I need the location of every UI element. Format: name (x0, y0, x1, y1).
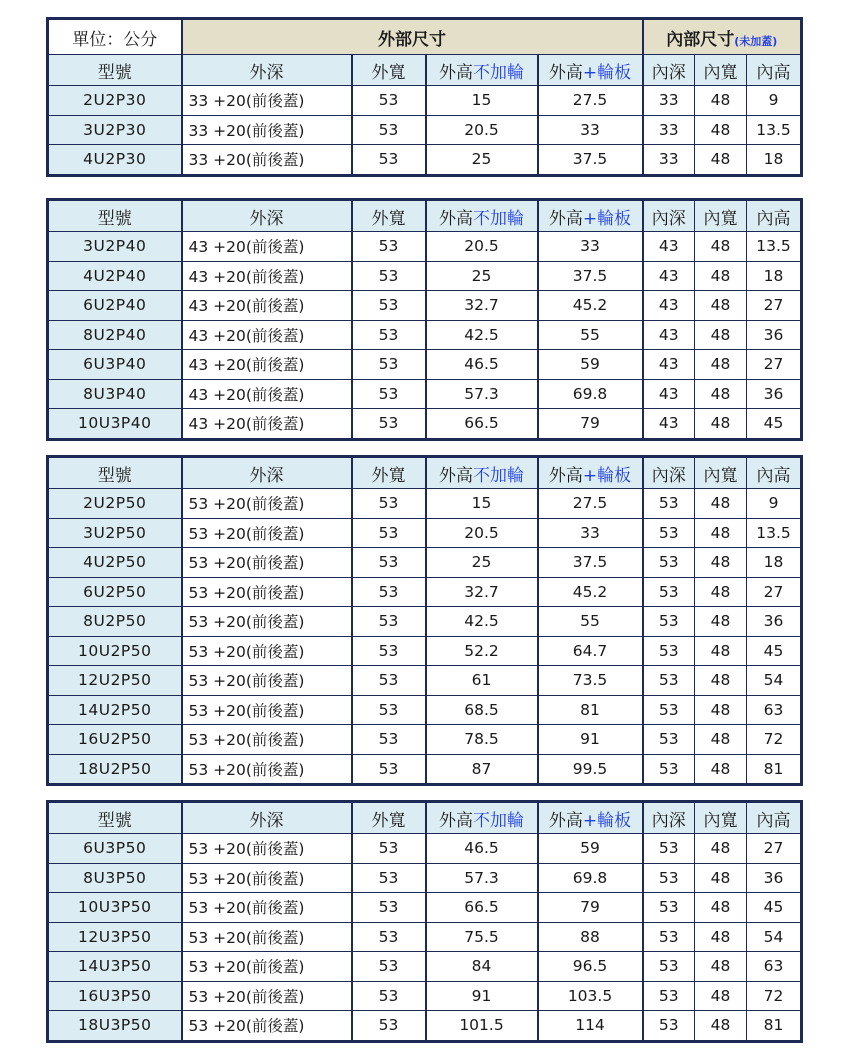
cell-model: 2U2P30 (48, 86, 182, 116)
table-row (48, 489, 802, 519)
col-header-outer-width: 外寬 (352, 55, 426, 86)
cell-inner-height: 45 (747, 409, 802, 440)
cell-inner-depth: 53 (643, 666, 695, 696)
cell-inner-depth: 33 (643, 115, 695, 145)
table-row (48, 666, 802, 696)
cell-model: 16U3P50 (48, 981, 182, 1011)
table-row (48, 232, 802, 262)
cell-inner-depth: 43 (643, 379, 695, 409)
cell-outer-depth: 53 +20(前後蓋) (182, 548, 352, 578)
col-header-outer-depth: 外深 (182, 200, 352, 232)
cell-outer-depth: 53 +20(前後蓋) (182, 636, 352, 666)
cell-outer-depth: 53 +20(前後蓋) (182, 952, 352, 982)
cell-model: 3U2P50 (48, 518, 182, 548)
cell-outer-depth: 33 +20(前後蓋) (182, 86, 352, 116)
col-header-model: 型號 (48, 200, 182, 232)
cell-inner-depth: 53 (643, 754, 695, 785)
cell-outer-width: 53 (352, 261, 426, 291)
cell-inner-width: 48 (695, 952, 747, 982)
cell-outer-width: 53 (352, 666, 426, 696)
cell-outer-depth: 53 +20(前後蓋) (182, 1011, 352, 1042)
col-header-inner-depth: 內深 (643, 802, 695, 834)
cell-outer-width: 53 (352, 489, 426, 519)
cell-inner-depth: 43 (643, 350, 695, 380)
cell-inner-height: 81 (747, 754, 802, 785)
cell-inner-width: 48 (695, 695, 747, 725)
cell-outer-width: 53 (352, 607, 426, 637)
cell-model: 12U2P50 (48, 666, 182, 696)
cell-model: 10U2P50 (48, 636, 182, 666)
col-header-model: 型號 (48, 457, 182, 489)
table-row (48, 981, 802, 1011)
cell-outer-height-no-wheel: 52.2 (426, 636, 538, 666)
spec-table-p40 (46, 198, 803, 441)
inner-dimensions-heading: 內部尺寸(未加蓋) (643, 19, 802, 55)
cell-inner-depth: 53 (643, 834, 695, 864)
cell-outer-height-wheel: 55 (538, 607, 643, 637)
table-row (48, 607, 802, 637)
cell-outer-height-wheel: 114 (538, 1011, 643, 1042)
cell-outer-height-wheel: 37.5 (538, 548, 643, 578)
cell-outer-width: 53 (352, 893, 426, 923)
cell-model: 3U2P30 (48, 115, 182, 145)
cell-outer-height-no-wheel: 42.5 (426, 320, 538, 350)
cell-inner-width: 48 (695, 981, 747, 1011)
cell-inner-depth: 53 (643, 922, 695, 952)
cell-outer-height-no-wheel: 15 (426, 489, 538, 519)
cell-outer-depth: 53 +20(前後蓋) (182, 666, 352, 696)
col-header-inner-depth: 內深 (643, 55, 695, 86)
cell-outer-height-wheel: 91 (538, 725, 643, 755)
table-row (48, 518, 802, 548)
cell-model: 18U2P50 (48, 754, 182, 785)
table-row (48, 320, 802, 350)
cell-inner-height: 18 (747, 548, 802, 578)
cell-outer-height-no-wheel: 25 (426, 145, 538, 176)
col-header-outer-width: 外寬 (352, 457, 426, 489)
column-header-row (48, 802, 802, 834)
cell-outer-height-no-wheel: 25 (426, 261, 538, 291)
cell-model: 8U2P40 (48, 320, 182, 350)
cell-inner-height: 36 (747, 320, 802, 350)
cell-inner-height: 27 (747, 577, 802, 607)
cell-outer-height-wheel: 27.5 (538, 489, 643, 519)
table-row (48, 577, 802, 607)
cell-outer-width: 53 (352, 863, 426, 893)
unit-label: 單位：公分 (48, 19, 182, 55)
table-row (48, 291, 802, 321)
cell-outer-height-no-wheel: 66.5 (426, 893, 538, 923)
cell-outer-width: 53 (352, 695, 426, 725)
cell-model: 3U2P40 (48, 232, 182, 262)
cell-model: 8U3P40 (48, 379, 182, 409)
table-group-header (48, 19, 802, 55)
cell-outer-width: 53 (352, 834, 426, 864)
cell-outer-depth: 53 +20(前後蓋) (182, 754, 352, 785)
cell-inner-width: 48 (695, 577, 747, 607)
cell-model: 14U3P50 (48, 952, 182, 982)
cell-outer-width: 53 (352, 320, 426, 350)
cell-inner-width: 48 (695, 754, 747, 785)
cell-outer-height-wheel: 33 (538, 518, 643, 548)
cell-outer-width: 53 (352, 145, 426, 176)
column-header-row (48, 457, 802, 489)
cell-model: 6U3P50 (48, 834, 182, 864)
col-header-outer-height-no-wheel: 外高不加輪 (426, 200, 538, 232)
cell-outer-height-no-wheel: 46.5 (426, 350, 538, 380)
cell-inner-depth: 53 (643, 607, 695, 637)
col-header-outer-height-no-wheel: 外高不加輪 (426, 55, 538, 86)
cell-inner-width: 48 (695, 666, 747, 696)
cell-outer-depth: 53 +20(前後蓋) (182, 981, 352, 1011)
cell-outer-height-no-wheel: 84 (426, 952, 538, 982)
cell-inner-depth: 33 (643, 86, 695, 116)
cell-inner-height: 72 (747, 981, 802, 1011)
cell-outer-height-wheel: 103.5 (538, 981, 643, 1011)
cell-inner-depth: 53 (643, 489, 695, 519)
cell-inner-width: 48 (695, 922, 747, 952)
col-header-outer-height-wheel: 外高+輪板 (538, 802, 643, 834)
cell-inner-height: 13.5 (747, 518, 802, 548)
cell-inner-depth: 43 (643, 232, 695, 262)
cell-outer-width: 53 (352, 548, 426, 578)
cell-inner-depth: 53 (643, 893, 695, 923)
cell-outer-width: 53 (352, 577, 426, 607)
cell-outer-height-no-wheel: 78.5 (426, 725, 538, 755)
cell-inner-width: 48 (695, 863, 747, 893)
col-header-inner-width: 內寬 (695, 802, 747, 834)
table-row (48, 350, 802, 380)
col-header-outer-depth: 外深 (182, 55, 352, 86)
cell-outer-height-no-wheel: 66.5 (426, 409, 538, 440)
col-header-model: 型號 (48, 802, 182, 834)
table-row (48, 636, 802, 666)
cell-inner-height: 54 (747, 922, 802, 952)
cell-outer-depth: 53 +20(前後蓋) (182, 607, 352, 637)
cell-inner-height: 9 (747, 489, 802, 519)
cell-inner-depth: 43 (643, 291, 695, 321)
cell-inner-width: 48 (695, 145, 747, 176)
table-row (48, 695, 802, 725)
cell-outer-depth: 53 +20(前後蓋) (182, 489, 352, 519)
cell-model: 8U2P50 (48, 607, 182, 637)
col-header-inner-height: 內高 (747, 55, 802, 86)
cell-inner-width: 48 (695, 636, 747, 666)
table-row (48, 1011, 802, 1042)
cell-outer-width: 53 (352, 981, 426, 1011)
cell-inner-height: 18 (747, 261, 802, 291)
cell-model: 10U3P50 (48, 893, 182, 923)
col-header-inner-height: 內高 (747, 457, 802, 489)
cell-outer-height-no-wheel: 32.7 (426, 577, 538, 607)
cell-outer-height-wheel: 79 (538, 409, 643, 440)
table-row (48, 725, 802, 755)
table-row (48, 834, 802, 864)
cell-outer-height-wheel: 64.7 (538, 636, 643, 666)
cell-outer-depth: 53 +20(前後蓋) (182, 863, 352, 893)
cell-outer-depth: 43 +20(前後蓋) (182, 379, 352, 409)
cell-outer-height-wheel: 33 (538, 115, 643, 145)
cell-inner-height: 72 (747, 725, 802, 755)
table-row (48, 893, 802, 923)
column-header-row (48, 55, 802, 86)
cell-inner-depth: 53 (643, 695, 695, 725)
cell-outer-height-wheel: 27.5 (538, 86, 643, 116)
cell-outer-height-no-wheel: 87 (426, 754, 538, 785)
cell-outer-width: 53 (352, 725, 426, 755)
col-header-outer-height-no-wheel: 外高不加輪 (426, 457, 538, 489)
cell-outer-height-no-wheel: 57.3 (426, 379, 538, 409)
cell-outer-depth: 53 +20(前後蓋) (182, 922, 352, 952)
table-row (48, 863, 802, 893)
cell-inner-depth: 53 (643, 518, 695, 548)
col-header-inner-height: 內高 (747, 802, 802, 834)
cell-inner-height: 13.5 (747, 115, 802, 145)
cell-outer-height-no-wheel: 25 (426, 548, 538, 578)
cell-outer-height-wheel: 33 (538, 232, 643, 262)
table-row (48, 115, 802, 145)
cell-outer-height-wheel: 69.8 (538, 863, 643, 893)
cell-outer-depth: 43 +20(前後蓋) (182, 291, 352, 321)
cell-inner-width: 48 (695, 409, 747, 440)
table-row (48, 261, 802, 291)
col-header-outer-width: 外寬 (352, 802, 426, 834)
cell-inner-height: 36 (747, 863, 802, 893)
cell-model: 4U2P40 (48, 261, 182, 291)
cell-inner-height: 18 (747, 145, 802, 176)
cell-outer-height-wheel: 96.5 (538, 952, 643, 982)
spec-table-3p50 (46, 800, 803, 1043)
cell-outer-height-no-wheel: 46.5 (426, 834, 538, 864)
cell-outer-width: 53 (352, 952, 426, 982)
cell-inner-height: 27 (747, 350, 802, 380)
cell-inner-depth: 53 (643, 636, 695, 666)
table-row (48, 409, 802, 440)
cell-outer-height-no-wheel: 20.5 (426, 232, 538, 262)
col-header-inner-height: 內高 (747, 200, 802, 232)
cell-outer-width: 53 (352, 115, 426, 145)
cell-outer-depth: 43 +20(前後蓋) (182, 409, 352, 440)
cell-inner-height: 63 (747, 952, 802, 982)
cell-outer-depth: 43 +20(前後蓋) (182, 320, 352, 350)
cell-outer-depth: 43 +20(前後蓋) (182, 261, 352, 291)
cell-inner-height: 81 (747, 1011, 802, 1042)
cell-outer-height-wheel: 88 (538, 922, 643, 952)
cell-outer-height-wheel: 45.2 (538, 577, 643, 607)
cell-inner-height: 45 (747, 893, 802, 923)
cell-inner-depth: 53 (643, 952, 695, 982)
cell-inner-height: 63 (747, 695, 802, 725)
cell-inner-width: 48 (695, 350, 747, 380)
cell-inner-depth: 43 (643, 320, 695, 350)
table-row (48, 952, 802, 982)
cell-outer-depth: 43 +20(前後蓋) (182, 232, 352, 262)
cell-outer-height-no-wheel: 101.5 (426, 1011, 538, 1042)
cell-inner-width: 48 (695, 489, 747, 519)
cell-outer-height-no-wheel: 20.5 (426, 115, 538, 145)
cell-outer-height-wheel: 69.8 (538, 379, 643, 409)
cell-outer-depth: 53 +20(前後蓋) (182, 725, 352, 755)
cell-outer-width: 53 (352, 409, 426, 440)
col-header-inner-width: 內寬 (695, 200, 747, 232)
cell-inner-height: 54 (747, 666, 802, 696)
cell-outer-depth: 33 +20(前後蓋) (182, 145, 352, 176)
col-header-outer-width: 外寬 (352, 200, 426, 232)
table-row (48, 379, 802, 409)
cell-outer-depth: 53 +20(前後蓋) (182, 695, 352, 725)
cell-outer-depth: 53 +20(前後蓋) (182, 834, 352, 864)
cell-outer-height-wheel: 99.5 (538, 754, 643, 785)
cell-outer-width: 53 (352, 291, 426, 321)
cell-inner-width: 48 (695, 115, 747, 145)
cell-outer-height-wheel: 59 (538, 834, 643, 864)
cell-model: 6U2P50 (48, 577, 182, 607)
cell-inner-width: 48 (695, 261, 747, 291)
cell-model: 12U3P50 (48, 922, 182, 952)
cell-outer-height-no-wheel: 42.5 (426, 607, 538, 637)
cell-inner-width: 48 (695, 379, 747, 409)
cell-outer-width: 53 (352, 379, 426, 409)
cell-inner-width: 48 (695, 86, 747, 116)
cell-outer-width: 53 (352, 232, 426, 262)
cell-model: 4U2P50 (48, 548, 182, 578)
cell-inner-width: 48 (695, 232, 747, 262)
col-header-outer-height-wheel: 外高+輪板 (538, 55, 643, 86)
cell-outer-depth: 53 +20(前後蓋) (182, 893, 352, 923)
cell-outer-height-wheel: 37.5 (538, 261, 643, 291)
cell-inner-height: 36 (747, 607, 802, 637)
cell-outer-height-wheel: 79 (538, 893, 643, 923)
cell-outer-width: 53 (352, 86, 426, 116)
cell-inner-width: 48 (695, 1011, 747, 1042)
table-row (48, 86, 802, 116)
cell-inner-depth: 53 (643, 863, 695, 893)
cell-inner-height: 36 (747, 379, 802, 409)
spec-table-2p50 (46, 455, 803, 786)
cell-outer-width: 53 (352, 518, 426, 548)
cell-outer-width: 53 (352, 754, 426, 785)
table-row (48, 754, 802, 785)
cell-outer-depth: 33 +20(前後蓋) (182, 115, 352, 145)
cell-outer-height-wheel: 73.5 (538, 666, 643, 696)
col-header-model: 型號 (48, 55, 182, 86)
cell-outer-height-no-wheel: 57.3 (426, 863, 538, 893)
table-row (48, 548, 802, 578)
col-header-outer-depth: 外深 (182, 802, 352, 834)
cell-outer-height-no-wheel: 61 (426, 666, 538, 696)
cell-inner-depth: 43 (643, 409, 695, 440)
cell-inner-width: 48 (695, 518, 747, 548)
col-header-inner-width: 內寬 (695, 457, 747, 489)
cell-outer-depth: 43 +20(前後蓋) (182, 350, 352, 380)
col-header-inner-depth: 內深 (643, 457, 695, 489)
cell-outer-height-wheel: 45.2 (538, 291, 643, 321)
cell-inner-depth: 53 (643, 1011, 695, 1042)
column-header-row (48, 200, 802, 232)
cell-outer-height-no-wheel: 20.5 (426, 518, 538, 548)
cell-inner-height: 27 (747, 834, 802, 864)
col-header-outer-height-wheel: 外高+輪板 (538, 457, 643, 489)
cell-model: 10U3P40 (48, 409, 182, 440)
col-header-outer-height-wheel: 外高+輪板 (538, 200, 643, 232)
cell-inner-height: 45 (747, 636, 802, 666)
cell-outer-width: 53 (352, 350, 426, 380)
table-row (48, 922, 802, 952)
cell-inner-height: 27 (747, 291, 802, 321)
col-header-outer-depth: 外深 (182, 457, 352, 489)
cell-outer-height-no-wheel: 15 (426, 86, 538, 116)
cell-outer-height-no-wheel: 75.5 (426, 922, 538, 952)
col-header-inner-depth: 內深 (643, 200, 695, 232)
cell-model: 4U2P30 (48, 145, 182, 176)
cell-inner-width: 48 (695, 725, 747, 755)
cell-inner-width: 48 (695, 291, 747, 321)
cell-outer-depth: 53 +20(前後蓋) (182, 577, 352, 607)
cell-inner-depth: 43 (643, 261, 695, 291)
cell-outer-height-wheel: 55 (538, 320, 643, 350)
cell-outer-width: 53 (352, 636, 426, 666)
cell-outer-height-no-wheel: 68.5 (426, 695, 538, 725)
cell-inner-width: 48 (695, 548, 747, 578)
outer-dimensions-heading: 外部尺寸 (182, 19, 643, 55)
cell-inner-depth: 53 (643, 577, 695, 607)
cell-outer-width: 53 (352, 1011, 426, 1042)
col-header-inner-width: 內寬 (695, 55, 747, 86)
cell-model: 8U3P50 (48, 863, 182, 893)
cell-outer-depth: 53 +20(前後蓋) (182, 518, 352, 548)
cell-inner-width: 48 (695, 893, 747, 923)
cell-outer-height-wheel: 81 (538, 695, 643, 725)
cell-inner-width: 48 (695, 834, 747, 864)
cell-outer-width: 53 (352, 922, 426, 952)
cell-outer-height-no-wheel: 32.7 (426, 291, 538, 321)
cell-inner-depth: 53 (643, 981, 695, 1011)
col-header-outer-height-no-wheel: 外高不加輪 (426, 802, 538, 834)
cell-inner-depth: 33 (643, 145, 695, 176)
cell-inner-depth: 53 (643, 548, 695, 578)
cell-outer-height-wheel: 59 (538, 350, 643, 380)
cell-outer-height-no-wheel: 91 (426, 981, 538, 1011)
cell-model: 16U2P50 (48, 725, 182, 755)
cell-inner-height: 9 (747, 86, 802, 116)
cell-inner-width: 48 (695, 320, 747, 350)
cell-model: 14U2P50 (48, 695, 182, 725)
cell-model: 6U2P40 (48, 291, 182, 321)
table-row (48, 145, 802, 176)
cell-inner-width: 48 (695, 607, 747, 637)
cell-outer-height-wheel: 37.5 (538, 145, 643, 176)
cell-inner-depth: 53 (643, 725, 695, 755)
cell-model: 18U3P50 (48, 1011, 182, 1042)
cell-inner-height: 13.5 (747, 232, 802, 262)
spec-table-p30 (46, 17, 803, 177)
cell-model: 2U2P50 (48, 489, 182, 519)
cell-model: 6U3P40 (48, 350, 182, 380)
